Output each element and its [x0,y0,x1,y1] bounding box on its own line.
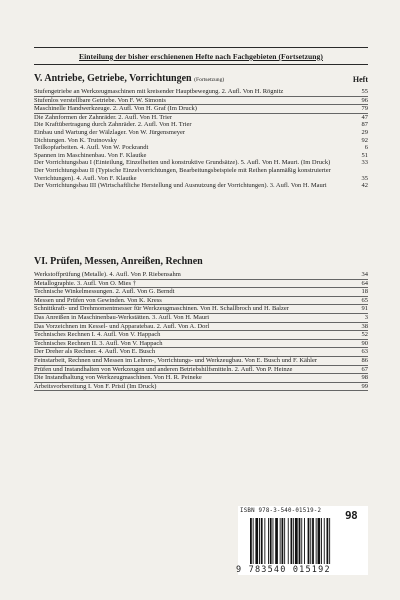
entry-title: Werkstoffprüfung (Metalle). 4. Aufl. Von P. Riebensahm [34,271,181,278]
entry-title: Spannen im Maschinenbau. Von F. Klautke [34,151,147,159]
entry-heft-number: 92 [361,136,368,144]
entry-heft-number: 35 [361,174,368,182]
entry-heft-number: 18 [361,288,368,296]
list-item [34,167,368,182]
entry-title: Technische Winkelmessungen. 2. Aufl. Von G. Berndt [34,288,175,296]
list-item [34,297,368,306]
entry-title: Einbau und Wartung der Wälzlager. Von W. Jürgensmeyer [34,128,186,136]
list-item [34,323,368,332]
list-item [34,121,368,129]
list-item [34,105,368,114]
entry-heft-number: 63 [361,348,368,356]
entry-heft-number: 51 [361,151,368,159]
entry-heft-number: 42 [361,182,368,190]
entry-heft-number: 47 [361,113,368,121]
entry-title: Dichtungen. Von K. Trutnovsky [34,136,118,144]
entry-title: Der Vorrichtungsbau III (Wirtschaftliche Herstellung und Ausnutzung der Vorrichtungen). 3. Aufl. Von H. Mauri [34,182,327,190]
list-item [34,280,368,289]
list-item [34,366,368,375]
list-item [34,383,368,392]
list-item [34,357,368,366]
section-subtitle: (Fortsetzung) [194,77,225,83]
entry-heft-number: 34 [361,271,368,278]
entry-title: Die Zahnformen der Zahnräder. 2. Aufl. Von H. Trier [34,113,173,121]
entry-heft-number: 67 [361,365,368,373]
entry-heft-number: 33 [361,159,368,167]
list-item [34,152,368,160]
entry-title: Die Instandhaltung von Werkzeugmaschinen. Von H. R. Peineke [34,374,202,382]
entry-heft-number: 98 [361,374,368,382]
section-vi-list [34,271,368,391]
barcode-icon [248,518,356,564]
entry-heft-number: 90 [361,339,368,347]
entry-heft-number: 6 [364,144,368,152]
list-item [34,314,368,323]
list-item [34,374,368,383]
entry-heft-number: 65 [361,296,368,304]
entry-title: Das Vorzeichnen im Kessel- und Apparatebau. 2. Aufl. Von A. Dorl [34,322,210,330]
list-item [34,129,368,137]
entry-title: Feinstarbeit, Rechnen und Messen im Lehren-, Vorrichtungs- und Werkzeugbau. Von E. Busch und F. Kähler [34,356,318,364]
entry-title: Der Vorrichtungsbau II (Typische Einzelvorrichtungen, Bearbeitungsbeispiele mit Reihen planmäßig konstruierter Vorrichtungen). 4. Aufl. Von F. Klautke [34,166,331,182]
section-title-vi: VI. Prüfen, Messen, Anreißen, Rechnen [34,256,203,267]
entry-title: Die Kraftübertragung durch Zahnräder. 2. Aufl. Von H. Trier [34,121,192,129]
entry-title: Schnittkraft- und Drehmomentmesser für Werkzeugmaschinen. Von H. Schallbroch und H. Balzer [34,305,289,313]
list-item [34,159,368,167]
list-item [34,331,368,340]
list-item [34,305,368,314]
list-item [34,340,368,349]
list-item [34,288,368,297]
entry-heft-number: 91 [361,305,368,313]
section-v-list [34,88,368,190]
list-item [34,97,368,106]
entry-title: Maschinelle Handwerkzeuge. 2. Aufl. Von H. Graf (Im Druck) [34,105,197,113]
entry-heft-number: 55 [361,88,368,95]
entry-title: Metallographie. 3. Aufl. Von O. Mies † [34,279,136,287]
entry-title: Das Anreißen in Maschinenbau-Werkstätten. 3. Aufl. Von H. Mauri [34,313,210,321]
entry-heft-number: 87 [361,121,368,129]
entry-title: Stufengetriebe an Werkzeugmaschinen mit kreisender Hauptbewegung. 2. Aufl. Von H. Rögnitz [34,88,284,95]
entry-title: Technisches Rechnen I. 4. Aufl. Von V. Happach [34,331,161,339]
list-item [34,114,368,122]
entry-title: Der Vorrichtungsbau I (Einteilung, Einzelheiten und konstruktive Grundsätze). 5. Aufl. Von H. Mauri. (Im Druck) [34,159,331,167]
list-item [34,88,368,97]
entry-heft-number: 38 [361,322,368,330]
entry-heft-number: 64 [361,279,368,287]
entry-title: Stufenlos verstellbare Getriebe. Von F. W. Simonis [34,96,166,104]
list-item [34,348,368,357]
list-item [34,182,368,190]
top-rule [34,47,368,48]
entry-title: Der Dreher als Rechner. 4. Aufl. Von E. Busch [34,348,156,356]
entry-heft-number: 29 [361,128,368,136]
heft-label: Heft [352,75,368,84]
entry-heft-number: 79 [361,105,368,113]
section-title-v: V. Antriebe, Getriebe, Vorrichtungen (Fortsetzung) [34,73,225,84]
isbn-label: ISBN 978-3-540-01519-2 [240,508,322,514]
entry-heft-number: 52 [361,331,368,339]
list-item [34,271,368,280]
entry-title: Messen und Prüfen von Gewinden. Von K. Kress [34,296,162,304]
entry-title: Arbeitsvorbereitung I. Von F. Pristl (Im Druck) [34,382,157,390]
entry-heft-number: 99 [361,382,368,390]
list-item [34,137,368,145]
page-header: Einteilung der bisher erschienenen Hefte nach Fachgebieten (Fortsetzung) [79,52,323,61]
isbn-supplement: 98 [345,509,358,522]
entry-title: Teilkopfarbeiten. 4. Aufl. Von W. Pockrandt [34,144,149,152]
header-rule [34,64,368,65]
entry-heft-number: 96 [361,96,368,104]
entry-title: Technisches Rechnen II. 3. Aufl. Von V. Happach [34,339,163,347]
barcode-digits: 9 783540 015192 [236,565,331,575]
entry-title: Prüfen und Instandhalten von Werkzeugen und anderen Betriebshilfsmitteln. 2. Aufl. Von P. Heinze [34,365,293,373]
entry-heft-number: 3 [364,313,368,321]
entry-heft-number: 86 [361,356,368,364]
list-item [34,144,368,152]
